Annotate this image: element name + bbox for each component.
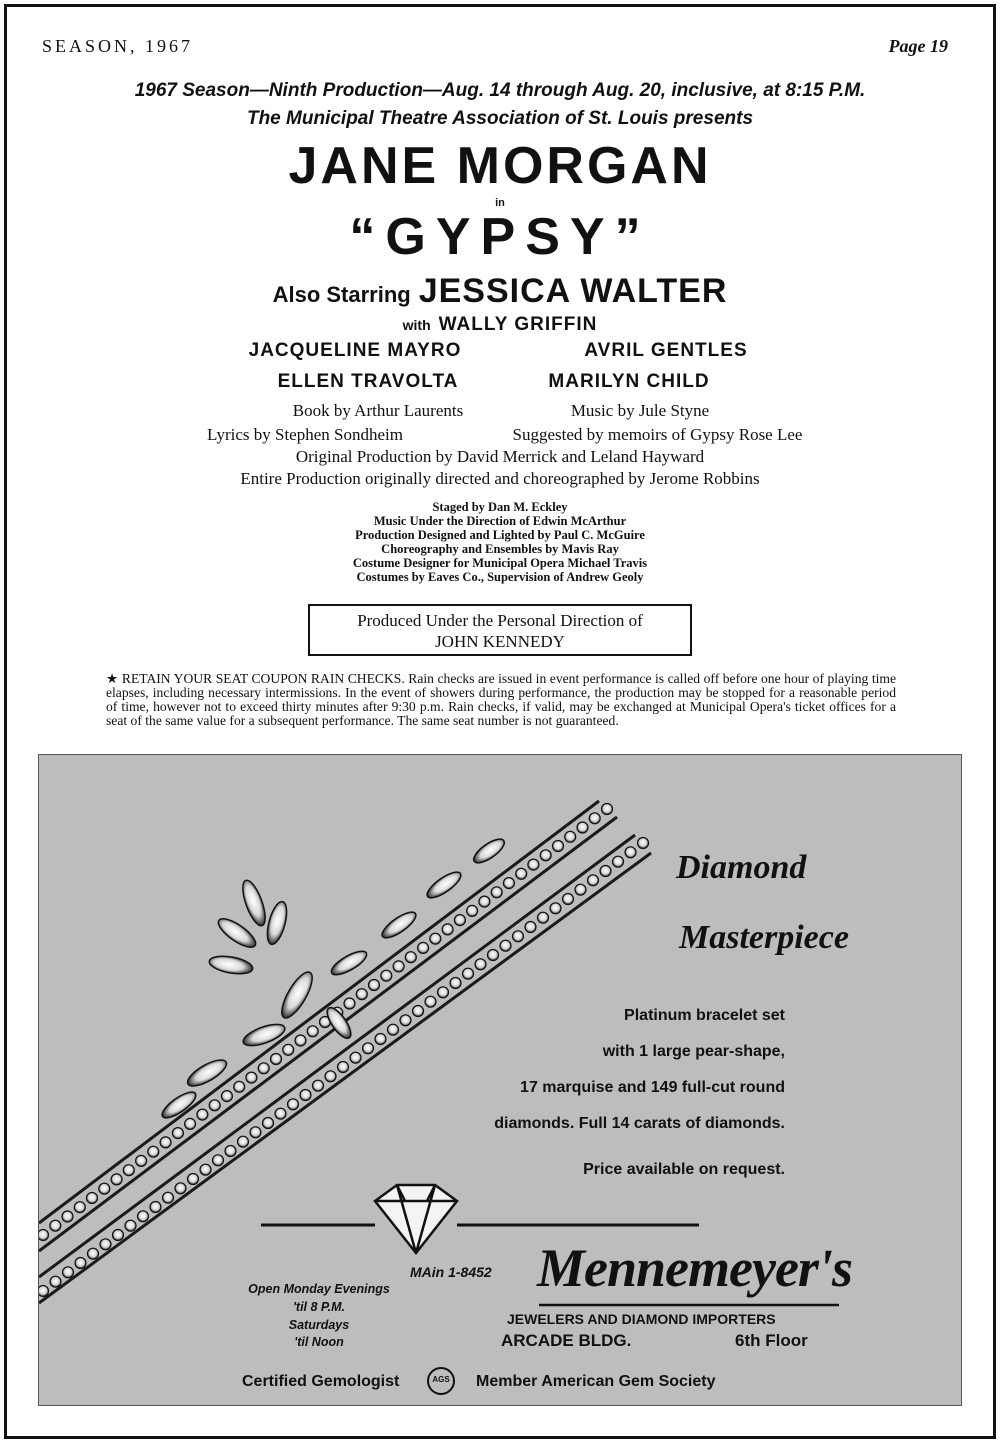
round-diamond: [463, 968, 474, 979]
cast-member: ELLEN TRAVOLTA: [277, 371, 459, 392]
round-diamond: [62, 1211, 73, 1222]
round-diamond: [123, 1165, 134, 1176]
round-diamond: [325, 1071, 336, 1082]
credit-music: Music by Jule Styne: [570, 401, 710, 420]
round-diamond: [99, 1183, 110, 1194]
staff-credit: Costumes by Eaves Co., Supervision of Andrew Geoly: [356, 570, 644, 584]
jeweler-advertisement: [38, 754, 962, 1406]
round-diamond: [250, 1127, 261, 1138]
round-diamond: [288, 1099, 299, 1110]
round-diamond: [393, 961, 404, 972]
round-diamond: [625, 847, 636, 858]
round-diamond: [442, 924, 453, 935]
round-diamond: [225, 1146, 236, 1157]
round-diamond: [588, 875, 599, 886]
round-diamond: [138, 1211, 149, 1222]
round-diamond: [344, 998, 355, 1009]
round-diamond: [88, 1248, 99, 1259]
round-diamond: [197, 1109, 208, 1120]
round-diamond: [369, 980, 380, 991]
credit-original: Original Production by David Merrick and Leland Hayward: [295, 447, 705, 466]
headline-masterpiece: Masterpiece: [679, 919, 849, 956]
staff-credit: Staged by Dan M. Eckley: [432, 500, 568, 514]
round-diamond: [275, 1108, 286, 1119]
round-diamond: [638, 838, 649, 849]
round-diamond: [553, 841, 564, 852]
round-diamond: [577, 822, 588, 833]
store-hours: 'til 8 P.M.: [292, 1300, 346, 1314]
page-number: Page 19: [888, 36, 948, 56]
store-hours: Open Monday Evenings: [248, 1282, 390, 1296]
round-diamond: [430, 933, 441, 944]
round-diamond: [300, 1090, 311, 1101]
round-diamond: [450, 978, 461, 989]
ad-price-note: Price available on request.: [583, 1161, 785, 1178]
round-diamond: [111, 1174, 122, 1185]
round-diamond: [363, 1043, 374, 1054]
round-diamond: [63, 1267, 74, 1278]
round-diamond: [258, 1063, 269, 1074]
staff-credit: Music Under the Direction of Edwin McArthur: [373, 514, 627, 528]
round-diamond: [74, 1202, 85, 1213]
brand-name: Mennemeyer's: [537, 1238, 852, 1298]
round-diamond: [188, 1174, 199, 1185]
round-diamond: [148, 1146, 159, 1157]
round-diamond: [163, 1192, 174, 1203]
round-diamond: [172, 1128, 183, 1139]
round-diamond: [405, 952, 416, 963]
round-diamond: [438, 987, 449, 998]
credit-suggested: Suggested by memoirs of Gypsy Rose Lee: [512, 425, 803, 444]
member-gem-society: Member American Gem Society: [476, 1373, 716, 1390]
round-diamond: [538, 912, 549, 923]
cast-member: MARILYN CHILD: [548, 371, 710, 392]
certified-gemologist: Certified Gemologist: [242, 1373, 400, 1390]
presenter-line: The Municipal Theatre Association of St. Louis presents: [246, 108, 754, 129]
round-diamond: [479, 896, 490, 907]
credit-entire: Entire Production originally directed and choreographed by Jerome Robbins: [240, 469, 760, 488]
staff-credit: Production Designed and Lighted by Paul C. McGuire: [355, 528, 645, 542]
round-diamond: [234, 1081, 245, 1092]
round-diamond: [313, 1080, 324, 1091]
round-diamond: [125, 1220, 136, 1231]
ad-description-line: diamonds. Full 14 carats of diamonds.: [494, 1115, 785, 1132]
diamond-row-lower: [39, 838, 649, 1297]
director-name: JOHN KENNEDY: [435, 632, 565, 651]
round-diamond: [209, 1100, 220, 1111]
round-diamond: [381, 970, 392, 981]
round-diamond: [113, 1230, 124, 1241]
credit-book: Book by Arthur Laurents: [292, 401, 464, 420]
round-diamond: [350, 1052, 361, 1063]
round-diamond: [100, 1239, 111, 1250]
round-diamond: [200, 1164, 211, 1175]
store-hours: 'til Noon: [294, 1335, 344, 1349]
ad-description-line: Platinum bracelet set: [624, 1007, 785, 1024]
ad-description-line: with 1 large pear-shape,: [602, 1043, 785, 1060]
round-diamond: [263, 1118, 274, 1129]
round-diamond: [338, 1062, 349, 1073]
brand-tagline: JEWELERS AND DIAMOND IMPORTERS: [507, 1311, 776, 1327]
round-diamond: [295, 1035, 306, 1046]
round-diamond: [540, 850, 551, 861]
with-line: [0, 314, 1000, 336]
round-diamond: [491, 887, 502, 898]
store-address: ARCADE BLDG.: [501, 1331, 632, 1350]
round-diamond: [213, 1155, 224, 1166]
cast-member: AVRIL GENTLES: [584, 340, 748, 361]
store-floor: 6th Floor: [735, 1331, 808, 1350]
ags-emblem-text: AGS: [432, 1375, 450, 1384]
round-diamond: [516, 868, 527, 879]
round-diamond: [87, 1193, 98, 1204]
round-diamond: [238, 1136, 249, 1147]
in-word: in: [495, 197, 505, 209]
round-diamond: [528, 859, 539, 870]
round-diamond: [175, 1183, 186, 1194]
produced-under-line: Produced Under the Personal Direction of: [357, 611, 643, 630]
round-diamond: [356, 989, 367, 1000]
round-diamond: [271, 1054, 282, 1065]
round-diamond: [565, 831, 576, 842]
round-diamond: [525, 922, 536, 933]
round-diamond: [550, 903, 561, 914]
diamond-logo-icon: [375, 1185, 457, 1253]
round-diamond: [50, 1220, 61, 1231]
credit-lyrics: Lyrics by Stephen Sondheim: [207, 425, 403, 444]
also-starring-label: Also Starring: [272, 282, 411, 307]
round-diamond: [500, 940, 511, 951]
season-header: SEASON, 1967: [42, 36, 194, 56]
headline-diamond: Diamond: [676, 849, 807, 886]
staff-credit: Costume Designer for Municipal Opera Michael Travis: [352, 556, 648, 570]
staff-credit: Choreography and Ensembles by Mavis Ray: [381, 542, 619, 556]
round-diamond: [425, 996, 436, 1007]
round-diamond: [602, 804, 613, 815]
round-diamond: [283, 1044, 294, 1055]
round-diamond: [185, 1118, 196, 1129]
round-diamond: [454, 915, 465, 926]
produced-under-box: [308, 604, 692, 656]
also-starring-name: JESSICA WALTER: [418, 272, 728, 310]
round-diamond: [160, 1137, 171, 1148]
store-hours: Saturdays: [288, 1318, 350, 1332]
round-diamond: [50, 1276, 61, 1287]
round-diamond: [307, 1026, 318, 1037]
round-diamond: [150, 1202, 161, 1213]
show-title: “GYPSY”: [349, 208, 651, 266]
round-diamond: [613, 856, 624, 867]
round-diamond: [563, 894, 574, 905]
with-label: with: [402, 317, 431, 333]
round-diamond: [400, 1015, 411, 1026]
ad-description-line: 17 marquise and 149 full-cut round: [520, 1079, 785, 1096]
production-dates: 1967 Season—Ninth Production—Aug. 14 through Aug. 20, inclusive, at 8:15 P.M.: [134, 80, 866, 101]
star-name: JANE MORGAN: [288, 137, 712, 195]
round-diamond: [467, 905, 478, 916]
round-diamond: [246, 1072, 257, 1083]
round-diamond: [136, 1155, 147, 1166]
round-diamond: [503, 878, 514, 889]
round-diamond: [589, 813, 600, 824]
cast-member: JACQUELINE MAYRO: [248, 340, 462, 361]
rain-check-notice: ★ RETAIN YOUR SEAT COUPON RAIN CHECKS. Rain checks are issued in event performance is called off before one hour of playing time elapses, including necessary intermissions. In the event of showers during performance, the production may be stopped for a reasonable period of time, however not to exceed thirty minutes after 9:30 p.m. Rain checks, if valid, may be exchanged at Municipal Opera's ticket offices for a seat of the same value for a subsequent performance. The same seat number is not guaranteed.: [106, 671, 896, 728]
with-name: WALLY GRIFFIN: [438, 314, 598, 335]
round-diamond: [600, 866, 611, 877]
round-diamond: [513, 931, 524, 942]
round-diamond: [375, 1034, 386, 1045]
round-diamond: [575, 884, 586, 895]
phone-number: MAin 1-8452: [410, 1264, 492, 1280]
also-starring: [0, 272, 1000, 311]
round-diamond: [475, 959, 486, 970]
round-diamond: [413, 1006, 424, 1017]
round-diamond: [39, 1230, 49, 1241]
round-diamond: [418, 942, 429, 953]
round-diamond: [39, 1286, 49, 1297]
round-diamond: [221, 1091, 232, 1102]
round-diamond: [488, 950, 499, 961]
round-diamond: [388, 1024, 399, 1035]
round-diamond: [75, 1258, 86, 1269]
